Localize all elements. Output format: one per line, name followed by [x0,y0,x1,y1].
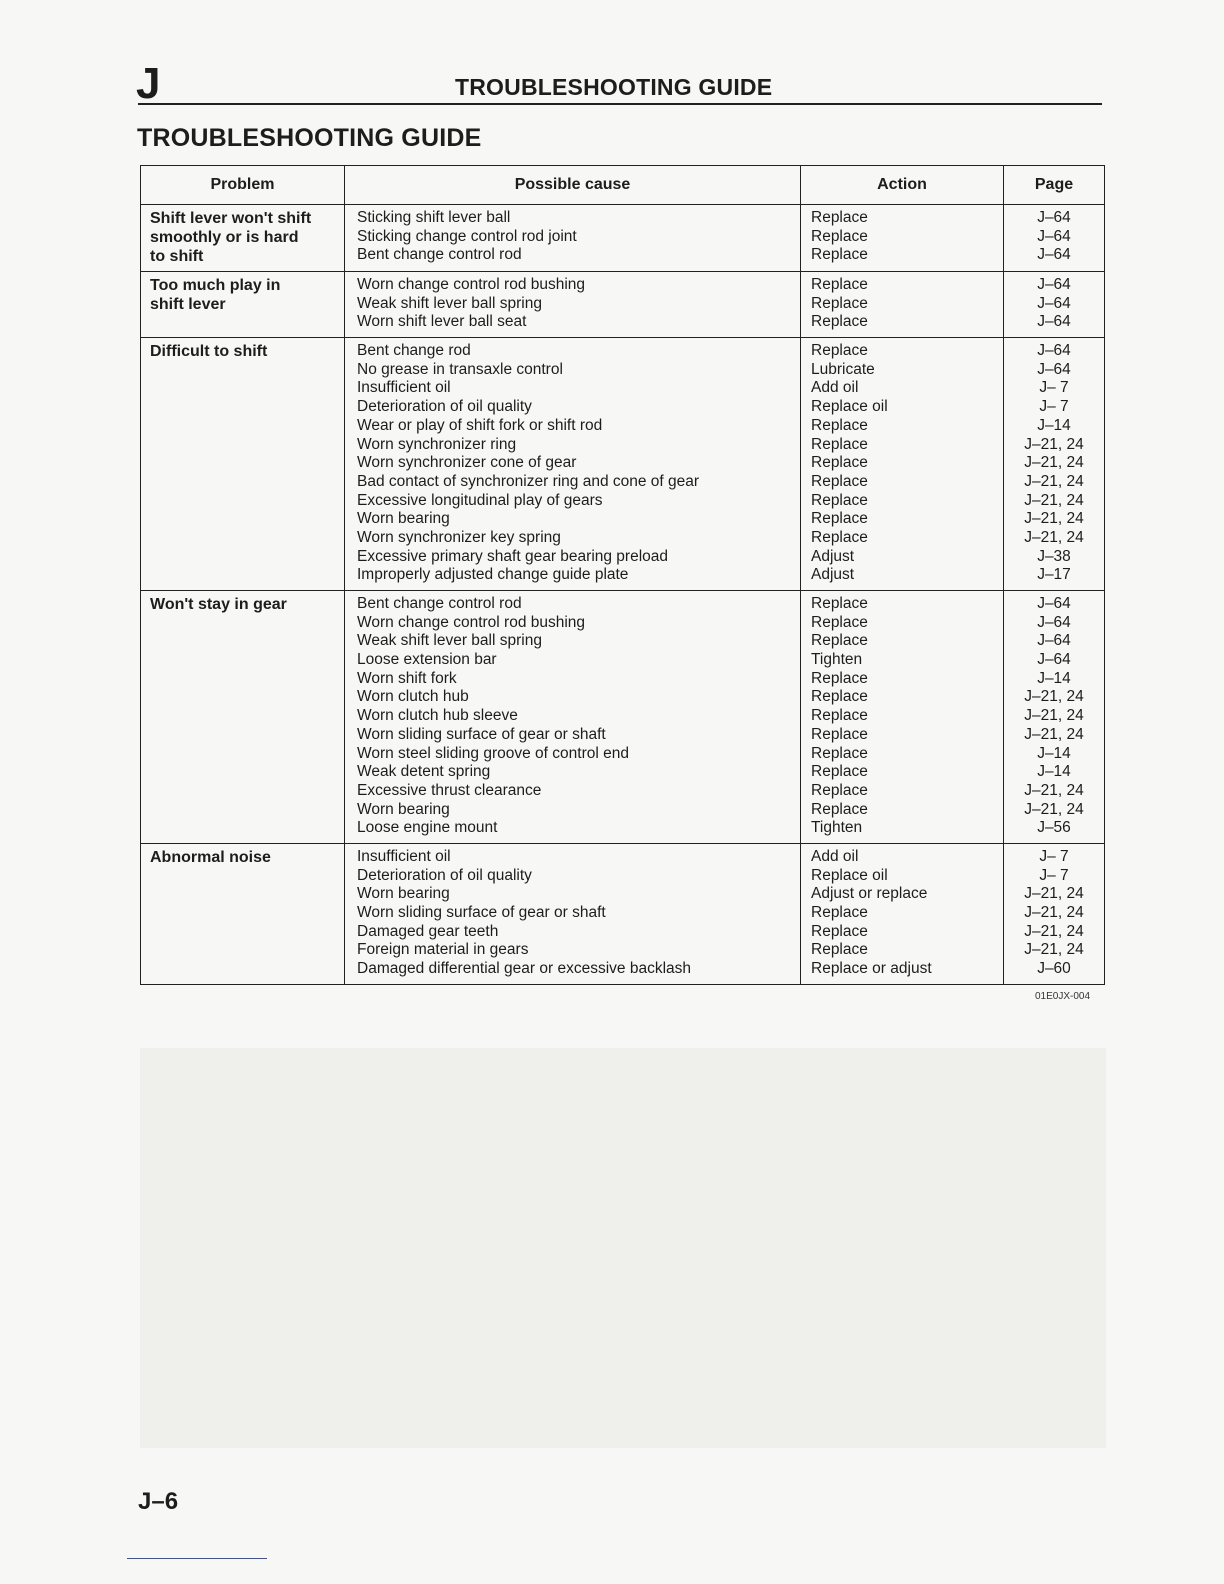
action-text: Replace [811,613,868,631]
page-ref-text: J–21, 24 [1024,491,1084,509]
page-ref-text: J–21, 24 [1024,922,1084,940]
problem-cell [141,205,345,272]
page-ref-text: J–64 [1037,651,1071,669]
cause-text: Insufficient oil [357,847,451,865]
problem-text: Too much play in [150,277,281,294]
show-through-panel [140,1048,1106,1448]
action-text: Replace [811,744,868,762]
page-ref-cell [1004,272,1105,338]
page-ref-text: J–14 [1037,669,1071,687]
page-ref-text: J– 7 [1039,866,1069,884]
action-text: Adjust [811,566,855,584]
page-title: TROUBLESHOOTING GUIDE [137,124,482,152]
cause-text: Weak shift lever ball spring [357,632,542,650]
cause-text: Bent change rod [357,342,471,360]
action-text: Replace [811,725,868,743]
page-ref-text: J–64 [1037,209,1071,226]
action-cell [801,205,1004,272]
cause-text: Bad contact of synchronizer ring and cone of gear [357,472,700,490]
action-text: Replace [811,941,868,959]
running-head-title: TROUBLESHOOTING GUIDE [455,74,773,100]
table-body [141,205,1105,985]
action-text: Replace [811,707,868,725]
page-ref-text: J–56 [1037,819,1071,837]
page-ref-text: J–21, 24 [1024,528,1084,546]
cause-text: Worn synchronizer key spring [357,528,561,546]
action-text: Replace [811,781,868,799]
cause-text: Weak detent spring [357,763,491,781]
problem-text: smoothly or is hard [150,229,299,246]
cause-text: Bent change control rod [357,246,522,264]
problem-text: Shift lever won't shift [150,210,312,227]
page-ref-text: J–21, 24 [1024,435,1084,453]
cause-text: Worn bearing [357,510,450,528]
page-ref-text: J–21, 24 [1024,472,1084,490]
cause-text: Worn synchronizer cone of gear [357,454,577,472]
action-text: Replace [811,510,868,528]
page-ref-text: J–64 [1037,227,1071,245]
cause-text: Worn shift lever ball seat [357,313,527,331]
problem-text: Won't stay in gear [150,596,287,613]
action-cell [801,843,1004,984]
action-text: Replace [811,800,868,818]
cause-text: Worn steel sliding groove of control end [357,744,629,762]
cause-text: Bent change control rod [357,595,522,612]
page-ref-text: J–64 [1037,276,1071,293]
page-ref-cell [1004,338,1105,591]
action-text: Replace [811,491,868,509]
problem-text: shift lever [150,296,226,313]
page-ref-text: J– 7 [1039,847,1069,865]
bottom-rule [127,1558,267,1559]
page-ref-cell [1004,843,1105,984]
table-row [141,843,1105,984]
page-ref-text: J–14 [1037,763,1071,781]
page-ref-text: J–64 [1037,246,1071,264]
column-header-action: Action [801,166,1004,205]
problem-text: Abnormal noise [150,848,271,866]
action-text: Replace [811,472,868,490]
page-ref-text: J–21, 24 [1024,941,1084,959]
action-text: Replace [811,632,868,650]
action-text: Replace [811,342,868,360]
page-ref-text: J–21, 24 [1024,904,1084,921]
action-text: Add oil [811,379,859,397]
cause-text: Worn bearing [357,800,450,818]
cause-text: Worn shift fork [357,669,457,687]
action-text: Lubricate [811,360,875,378]
problem-cell [141,338,345,591]
page-ref-text: J–21, 24 [1024,781,1084,799]
cause-text: Worn clutch hub sleeve [357,707,518,725]
problem-cell [141,272,345,338]
possible-cause-cell [345,591,801,844]
page-ref-text: J–21, 24 [1024,454,1084,472]
page-ref-text: J– 7 [1039,379,1069,397]
cause-text: Worn bearing [357,885,450,903]
cause-text: Wear or play of shift fork or shift rod [357,416,603,434]
cause-text: Worn sliding surface of gear or shaft [357,904,606,921]
cause-text: Worn clutch hub [357,688,469,706]
cause-text: Excessive primary shaft gear bearing preload [357,547,669,565]
cause-text: Worn synchronizer ring [357,435,517,453]
action-text: Replace [811,922,868,940]
action-text: Replace [811,209,868,226]
action-text: Replace [811,313,868,331]
problem-cell [141,843,345,984]
cause-text: No grease in transaxle control [357,360,563,378]
action-text: Replace [811,454,868,472]
page-ref-text: J–17 [1037,566,1071,584]
action-text: Tighten [811,819,863,837]
cause-text: Worn sliding surface of gear or shaft [357,725,606,743]
action-cell [801,338,1004,591]
action-text: Replace [811,688,868,706]
action-text: Adjust or replace [811,885,928,903]
page-ref-text: J–64 [1037,342,1071,360]
column-header-page: Page [1004,166,1105,205]
cause-text: Worn change control rod bushing [357,276,586,293]
page-ref-text: J–21, 24 [1024,800,1084,818]
action-cell [801,272,1004,338]
cause-text: Damaged differential gear or excessive backlash [357,960,692,978]
page-number: J–6 [138,1488,179,1515]
possible-cause-cell [345,272,801,338]
page-ref-text: J–21, 24 [1024,885,1084,903]
page-ref-cell [1004,205,1105,272]
page-ref-text: J–60 [1037,960,1071,978]
page-ref-text: J–21, 24 [1024,510,1084,528]
table-row [141,338,1105,591]
action-text: Replace [811,669,868,687]
problem-text: to shift [150,248,204,265]
page-ref-text: J–64 [1037,313,1071,331]
possible-cause-cell [345,205,801,272]
problem-cell [141,591,345,844]
page-ref-text: J–64 [1037,632,1071,650]
page-ref-text: J–38 [1037,547,1071,565]
cause-text: Excessive thrust clearance [357,781,542,799]
page-ref-cell [1004,591,1105,844]
column-header-problem: Problem [141,166,345,205]
column-header-possible-cause: Possible cause [345,166,801,205]
page-ref-text: J–64 [1037,360,1071,378]
action-text: Replace oil [811,866,888,884]
cause-text: Sticking shift lever ball [357,209,511,226]
figure-code: 01E0JX-004 [1035,991,1091,1002]
table-row [141,272,1105,338]
cause-text: Deterioration of oil quality [357,398,532,416]
table-header-row [141,166,1105,205]
action-text: Replace [811,435,868,453]
action-text: Replace oil [811,398,888,416]
action-text: Replace [811,595,868,612]
header-rule [138,103,1102,105]
problem-text: Difficult to shift [150,343,268,361]
cause-text: Damaged gear teeth [357,922,499,940]
page-ref-text: J–64 [1037,595,1071,612]
action-text: Replace [811,416,868,434]
page-ref-text: J–64 [1037,294,1071,312]
cause-text: Sticking change control rod joint [357,227,577,245]
page-ref-text: J–21, 24 [1024,688,1084,706]
troubleshooting-table [140,165,1105,985]
table-row [141,205,1105,272]
page-ref-text: J–64 [1037,613,1071,631]
cause-text: Weak shift lever ball spring [357,294,542,312]
possible-cause-cell [345,338,801,591]
table-row [141,591,1105,844]
action-text: Tighten [811,651,863,669]
page-ref-text: J–14 [1037,416,1071,434]
action-text: Replace [811,276,868,293]
possible-cause-cell [345,843,801,984]
action-cell [801,591,1004,844]
action-text: Replace [811,294,868,312]
action-text: Adjust [811,547,855,565]
cause-text: Foreign material in gears [357,941,529,959]
action-text: Replace or adjust [811,960,932,978]
action-text: Replace [811,246,868,264]
cause-text: Loose engine mount [357,819,498,837]
page-ref-text: J– 7 [1039,398,1069,416]
action-text: Add oil [811,847,859,865]
page-ref-text: J–14 [1037,744,1071,762]
cause-text: Loose extension bar [357,651,497,669]
action-text: Replace [811,904,868,921]
cause-text: Worn change control rod bushing [357,613,586,631]
section-letter: J [136,59,161,108]
page-ref-text: J–21, 24 [1024,707,1084,725]
cause-text: Improperly adjusted change guide plate [357,566,629,584]
cause-text: Deterioration of oil quality [357,866,532,884]
action-text: Replace [811,227,868,245]
page-ref-text: J–21, 24 [1024,725,1084,743]
action-text: Replace [811,763,868,781]
cause-text: Insufficient oil [357,379,451,397]
action-text: Replace [811,528,868,546]
cause-text: Excessive longitudinal play of gears [357,491,603,509]
